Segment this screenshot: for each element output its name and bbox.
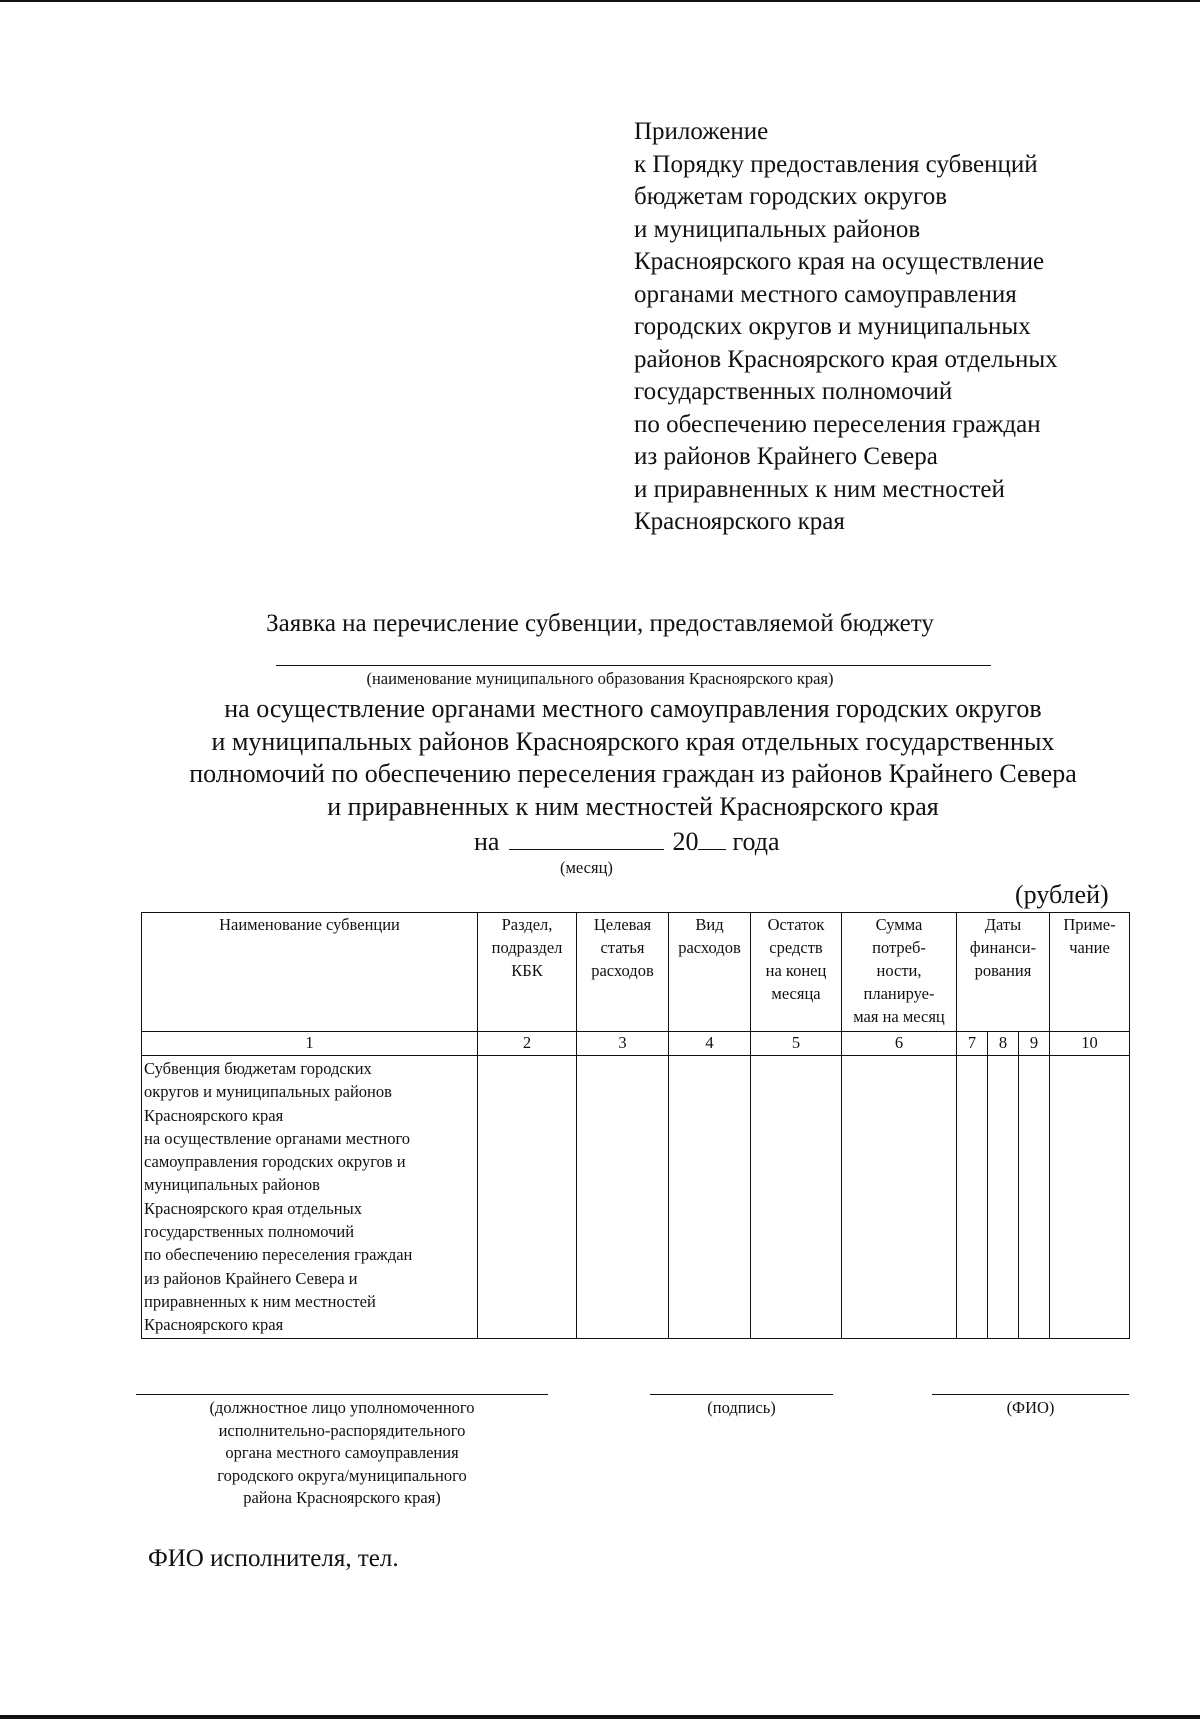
request-body <box>0 693 1200 823</box>
header-name: Наименование субвенции <box>142 913 478 1032</box>
header-section: Раздел, подраздел КБК <box>478 913 577 1032</box>
date-cell-8[interactable] <box>988 1056 1019 1339</box>
annex-line: и приравненных к ним местностей <box>634 475 1005 503</box>
subvention-name-cell: Субвенция бюджетам городских округов и муниципальных районов Красноярского края на осуществление органами местного самоуправления городских округов и муниципальных районов Красноярского края отдельных государственных полномочий по обеспечению переселения граждан из районов Крайнего Севера и приравненных к ним местностей Красноярского края <box>142 1056 478 1339</box>
sum-cell[interactable] <box>842 1056 957 1339</box>
column-number: 7 <box>957 1032 988 1056</box>
name-caption: (ФИО) <box>1006 1398 1055 1417</box>
column-number: 4 <box>669 1032 751 1056</box>
annex-line: органами местного самоуправления <box>634 280 1017 308</box>
column-number: 3 <box>577 1032 669 1056</box>
note-cell[interactable] <box>1050 1056 1130 1339</box>
section-cell[interactable] <box>478 1056 577 1339</box>
municipality-field-line[interactable] <box>276 665 991 666</box>
annex-line: государственных полномочий <box>634 378 953 405</box>
annex-line: из районов Крайнего Севера <box>634 443 938 470</box>
annex-block <box>634 116 1154 539</box>
header-dates: Даты финанси- рования <box>957 913 1050 1032</box>
header-sum: Сумма потреб- ности, планируе- мая на месяц <box>842 913 957 1032</box>
request-body-line: полномочий по обеспечению переселения граждан из районов Крайнего Севера <box>189 759 1077 788</box>
official-signature-line[interactable] <box>136 1394 548 1395</box>
name-signature-line[interactable] <box>932 1394 1129 1395</box>
signature-line[interactable] <box>650 1394 833 1395</box>
annex-line: районов Красноярского края отдельных <box>634 345 1058 373</box>
month-caption: (месяц) <box>560 858 613 877</box>
annex-line: и муниципальных районов <box>634 215 921 243</box>
column-number: 1 <box>142 1032 478 1056</box>
column-number: 10 <box>1050 1032 1130 1056</box>
annex-line: Красноярского края <box>634 508 845 535</box>
scan-edge-bottom <box>0 1715 1200 1719</box>
type-cell[interactable] <box>669 1056 751 1339</box>
table-header-row <box>142 913 1130 1032</box>
annex-line: по обеспечению переселения граждан <box>634 410 1041 438</box>
annex-line: к Порядку предоставления субвенций <box>634 150 1038 178</box>
annex-line: бюджетам городских округов <box>634 183 948 210</box>
year-field-line[interactable] <box>698 825 726 850</box>
period-row <box>474 825 780 857</box>
balance-cell[interactable] <box>751 1056 842 1339</box>
column-number-row <box>142 1032 1130 1056</box>
request-body-line: и приравненных к ним местностей Красноярского края <box>327 791 939 821</box>
column-number: 2 <box>478 1032 577 1056</box>
column-number: 6 <box>842 1032 957 1056</box>
header-note: Приме- чание <box>1050 913 1130 1032</box>
header-article: Целевая статья расходов <box>577 913 669 1032</box>
request-body-line: и муниципальных районов Красноярского края отдельных государственных <box>211 726 1055 756</box>
article-cell[interactable] <box>577 1056 669 1339</box>
column-number: 5 <box>751 1032 842 1056</box>
signature-caption: (подпись) <box>707 1398 776 1417</box>
year-suffix: года <box>732 827 780 856</box>
column-number: 8 <box>988 1032 1019 1056</box>
request-title: Заявка на перечисление субвенции, предоставляемой бюджету <box>266 610 934 637</box>
date-cell-7[interactable] <box>957 1056 988 1339</box>
year-prefix: 20 <box>672 827 699 856</box>
table-row <box>142 1056 1130 1339</box>
month-field-line[interactable] <box>509 825 664 850</box>
units-label: (рублей) <box>1015 880 1109 909</box>
date-cell-9[interactable] <box>1019 1056 1050 1339</box>
header-type: Вид расходов <box>669 913 751 1032</box>
subvention-table <box>141 912 1130 1339</box>
executor-label: ФИО исполнителя, тел. <box>148 1545 399 1572</box>
official-caption: (должностное лицо уполномоченного исполнительно-распорядительного органа местного самоуправления городского округа/муниципального района Красноярского края) <box>209 1398 475 1507</box>
scan-edge-top <box>0 0 1200 2</box>
request-body-line: на осуществление органами местного самоуправления городских округов <box>224 694 1042 723</box>
column-number: 9 <box>1019 1032 1050 1056</box>
annex-line: городских округов и муниципальных <box>634 313 1031 340</box>
period-na: на <box>474 827 500 856</box>
header-balance: Остаток средств на конец месяца <box>751 913 842 1032</box>
municipality-caption: (наименование муниципального образования Красноярского края) <box>366 669 834 688</box>
annex-line: Красноярского края на осуществление <box>634 248 1045 275</box>
annex-line: Приложение <box>634 118 769 145</box>
